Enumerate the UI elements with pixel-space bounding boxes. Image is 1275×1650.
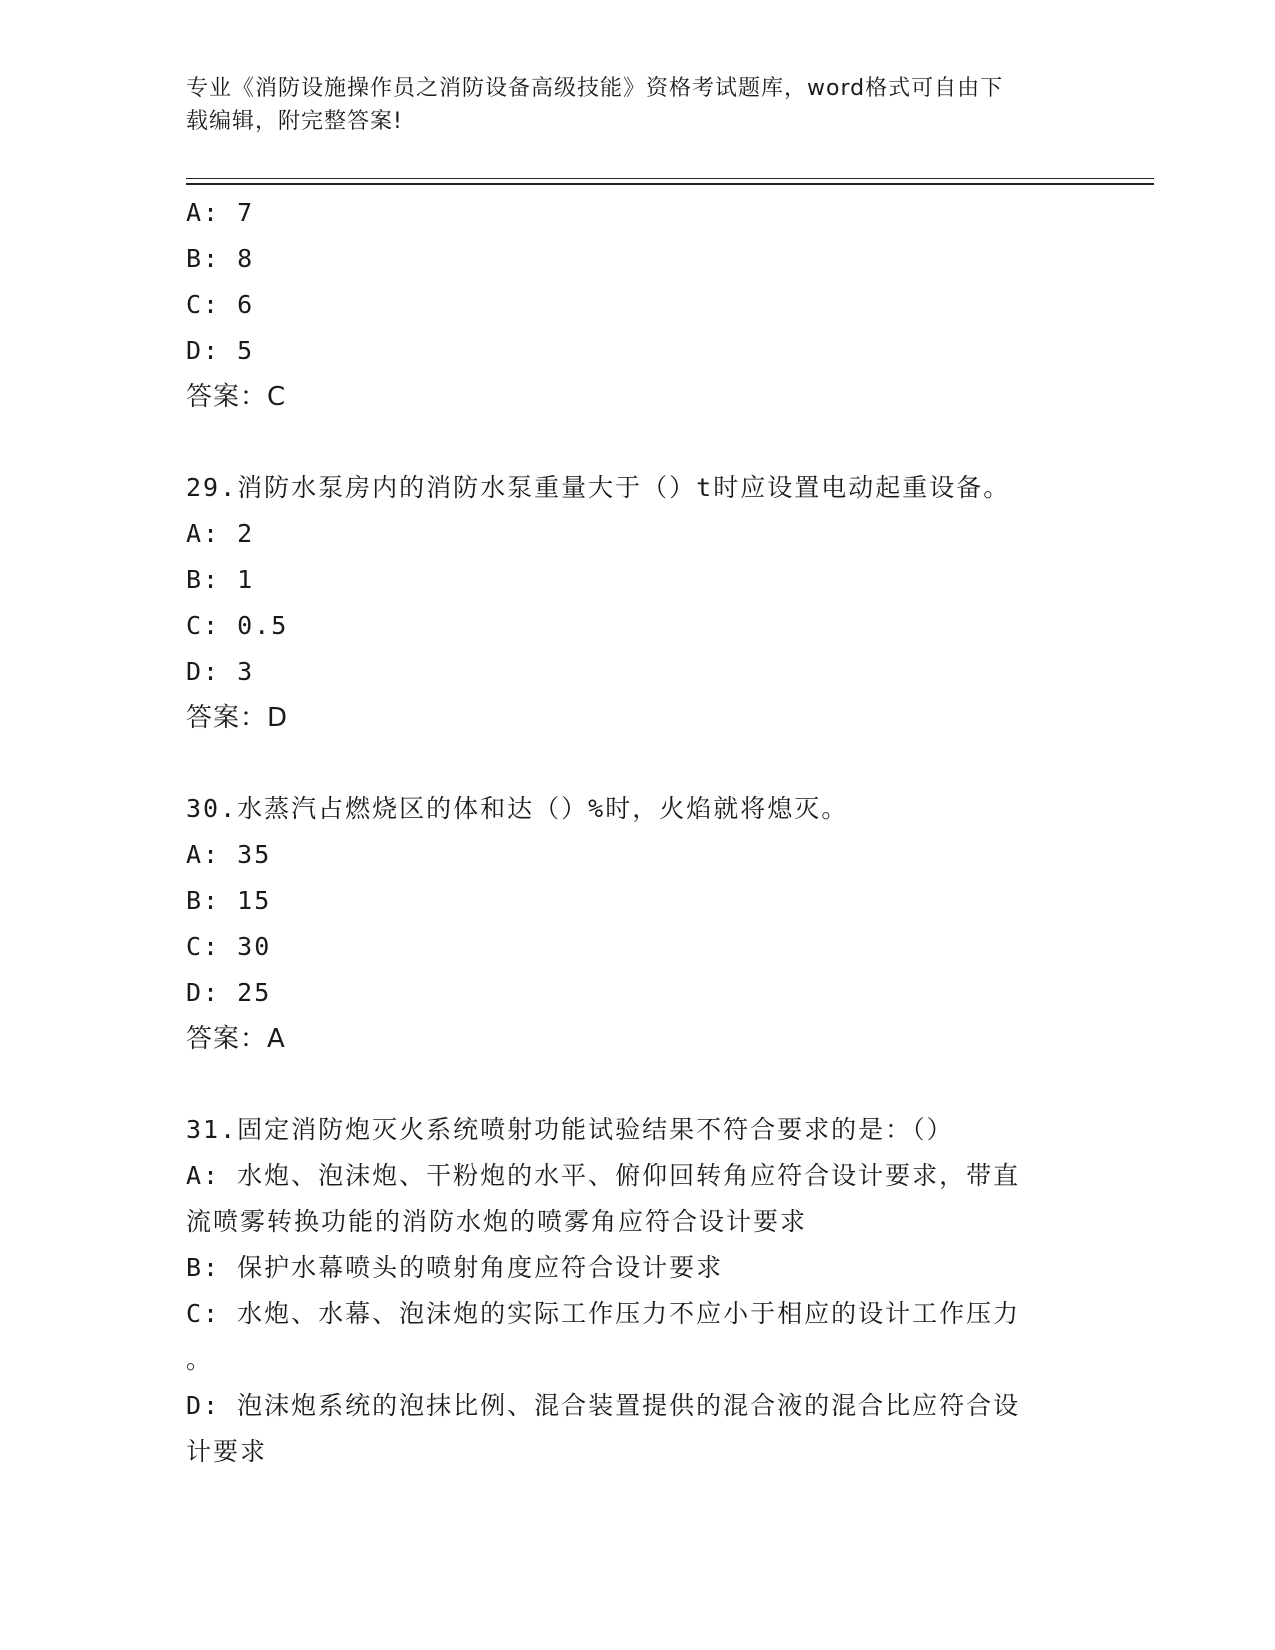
question-list <box>186 190 1066 1475</box>
header-line-2: 载编辑，附完整答案! <box>186 109 403 134</box>
option-d-line-1: D: 泡沫炮系统的泡抹比例、混合装置提供的混合液的混合比应符合设 <box>186 1391 1021 1420</box>
header-divider-thin <box>186 178 1154 179</box>
option-a-line-2: 流喷雾转换功能的消防水炮的喷雾角应符合设计要求 <box>186 1207 808 1236</box>
question-title: 29.消防水泵房内的消防水泵重量大于（）t时应设置电动起重设备。 <box>186 473 1011 502</box>
option-d: D: 3 <box>186 657 255 686</box>
header-divider-thick <box>186 183 1154 185</box>
option-b: B: 8 <box>186 244 255 273</box>
option-b: B: 1 <box>186 565 255 594</box>
option-a: A: 7 <box>186 198 255 227</box>
option-b: B: 保护水幕喷头的喷射角度应符合设计要求 <box>186 1253 724 1282</box>
question-title: 30.水蒸汽占燃烧区的体和达（）%时，火焰就将熄灭。 <box>186 794 849 823</box>
question-31 <box>186 1107 1066 1475</box>
option-c-line-2: 。 <box>186 1345 214 1374</box>
question-30 <box>186 786 1066 1062</box>
spacer <box>186 741 1066 786</box>
option-d: D: 25 <box>186 978 272 1007</box>
answer: 答案：C <box>186 382 287 412</box>
option-d-line-2: 计要求 <box>186 1437 268 1466</box>
answer: 答案：D <box>186 703 289 733</box>
question-title: 31.固定消防炮灭火系统喷射功能试验结果不符合要求的是：（） <box>186 1115 954 1144</box>
option-c: C: 6 <box>186 290 255 319</box>
answer: 答案：A <box>186 1024 286 1054</box>
spacer <box>186 420 1066 465</box>
option-d: D: 5 <box>186 336 255 365</box>
header-line-1: 专业《消防设施操作员之消防设备高级技能》资格考试题库，word格式可自由下 <box>186 76 1004 101</box>
option-a: A: 35 <box>186 840 272 869</box>
option-b: B: 15 <box>186 886 272 915</box>
option-c: C: 30 <box>186 932 272 961</box>
option-a-line-1: A: 水炮、泡沫炮、干粉炮的水平、俯仰回转角应符合设计要求，带直 <box>186 1161 1021 1190</box>
question-28 <box>186 190 1066 420</box>
option-c: C: 0.5 <box>186 611 289 640</box>
spacer <box>186 1062 1066 1107</box>
question-29 <box>186 465 1066 741</box>
option-a: A: 2 <box>186 519 255 548</box>
document-header <box>186 72 1066 138</box>
option-c-line-1: C: 水炮、水幕、泡沫炮的实际工作压力不应小于相应的设计工作压力 <box>186 1299 1021 1328</box>
